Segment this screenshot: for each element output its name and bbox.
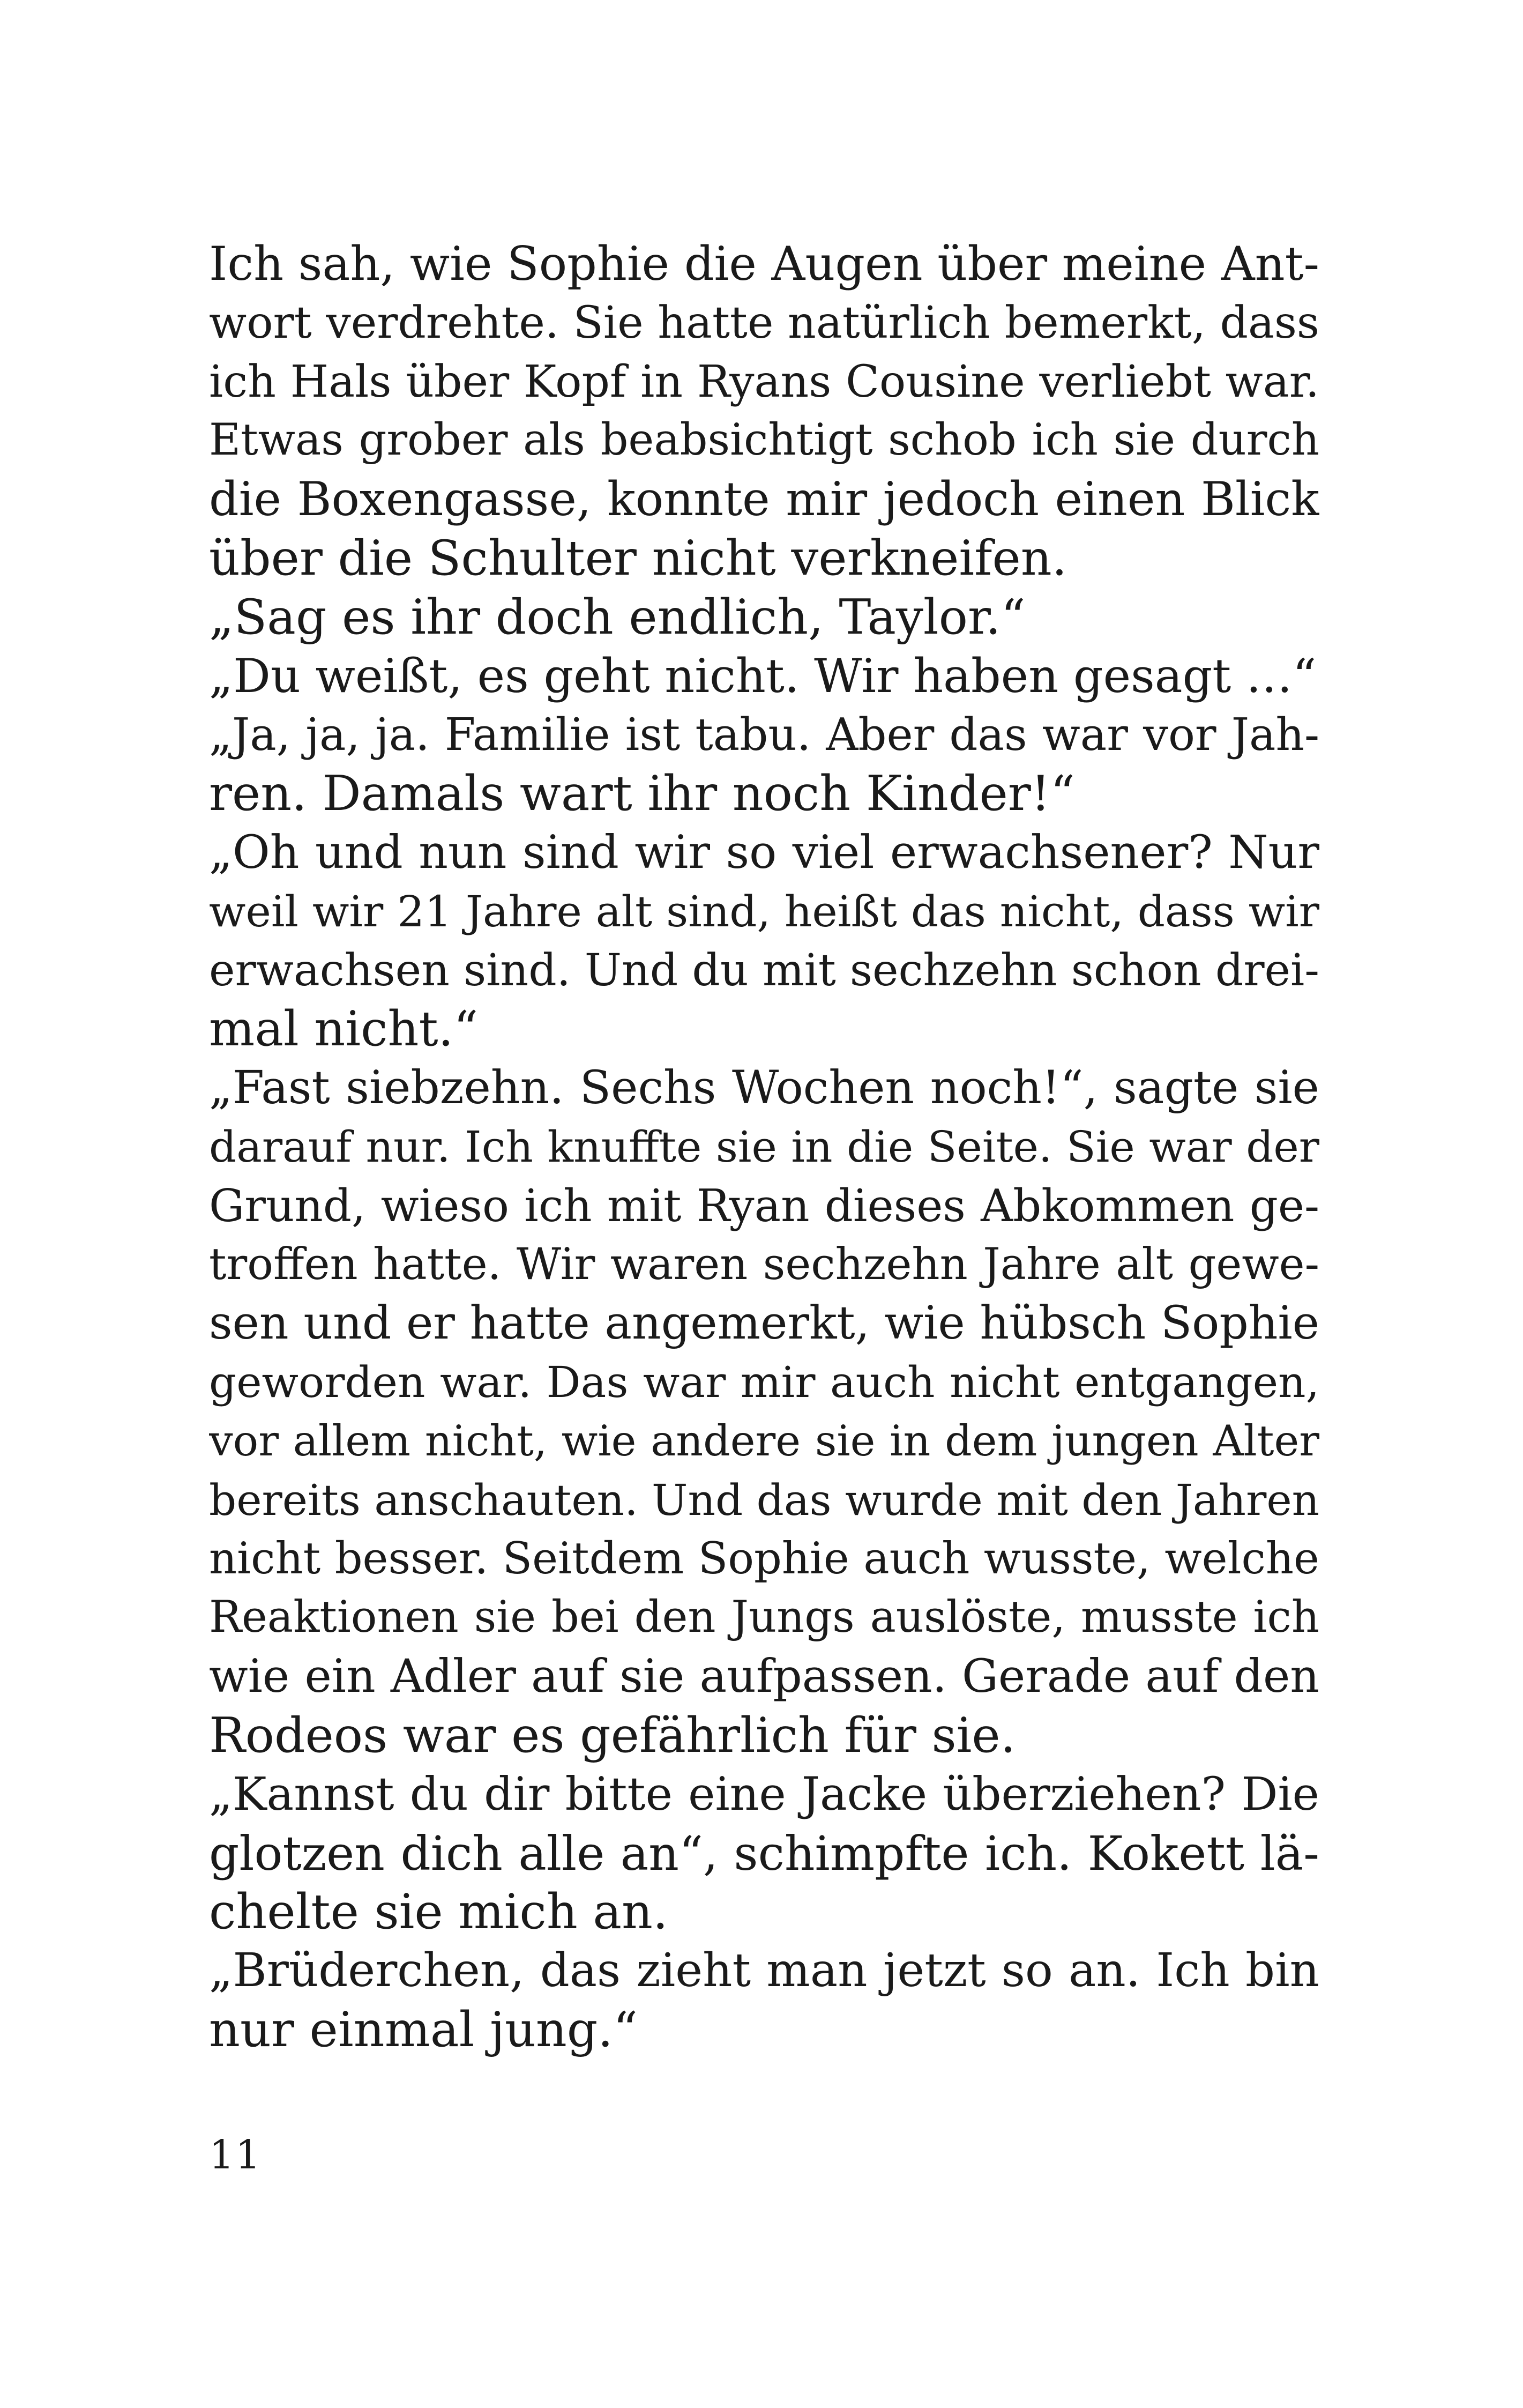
text-line: „Ja, ja, ja. Familie ist tabu. Aber das war vor Jah- [209,709,1319,761]
text-line: bereits anschauten. Und das wurde mit den Jahren [209,1475,1319,1525]
text-line: „Du weißt, es geht nicht. Wir haben gesagt …“ [209,648,1317,703]
text-line: wort verdrehte. Sie hatte natürlich bemerkt, dass [209,297,1319,348]
text-line: Rodeos war es gefährlich für sie. [209,1707,1016,1764]
text-line: ich Hals über Kopf in Ryans Cousine verliebt war. [209,356,1319,407]
text-line: mal nicht.“ [209,1001,479,1058]
text-line: sen und er hatte angemerkt, wie hübsch Sophie [209,1297,1319,1350]
text-line: erwachsen sind. Und du mit sechzehn schon drei- [209,945,1319,996]
text-line: glotzen dich alle an“, schimpfte ich. Kokett lä- [209,1825,1319,1881]
body-text [209,235,1319,2060]
text-line: Ich sah, wie Sophie die Augen über meine Ant- [209,236,1319,291]
text-line: Grund, wieso ich mit Ryan dieses Abkommen ge- [209,1179,1319,1232]
page-number: 11 [209,2132,262,2178]
text-line: über die Schulter nicht verkneifen. [209,530,1067,586]
text-line: nur einmal jung.“ [209,2001,638,2058]
text-line: vor allem nicht, wie andere sie in dem jungen Alter [209,1416,1319,1466]
text-line: „Fast siebzehn. Sechs Wochen noch!“, sagte sie [209,1061,1319,1115]
text-line: „Oh und nun sind wir so viel erwachsener? Nur [209,826,1319,879]
text-line: „Sag es ihr doch endlich, Taylor.“ [209,589,1026,645]
text-line: troffen hatte. Wir waren sechzehn Jahre alt gewe- [209,1239,1319,1290]
text-line: weil wir 21 Jahre alt sind, heißt das nicht, dass wir [209,886,1319,937]
text-line: nicht besser. Seitdem Sophie auch wusste, welche [209,1533,1319,1584]
text-line: die Boxengasse, konnte mir jedoch einen Blick [209,472,1319,527]
text-line: „Brüderchen, das zieht man jetzt so an. Ich bin [209,1944,1319,1998]
text-line: wie ein Adler auf sie aufpassen. Gerade auf den [209,1650,1319,1704]
text-line: „Kannst du dir bitte eine Jacke überziehen? Die [209,1767,1319,1821]
text-line: darauf nur. Ich knuffte sie in die Seite. Sie war der [209,1121,1319,1172]
text-line: Reaktionen sie bei den Jungs auslöste, musste ich [209,1592,1319,1643]
text-line: Etwas grober als beabsichtigt schob ich sie durch [209,415,1319,466]
text-line: ren. Damals wart ihr noch Kinder!“ [209,765,1075,822]
text-line: geworden war. Das war mir auch nicht entgangen, [209,1357,1319,1408]
text-line: chelte sie mich an. [209,1884,668,1941]
